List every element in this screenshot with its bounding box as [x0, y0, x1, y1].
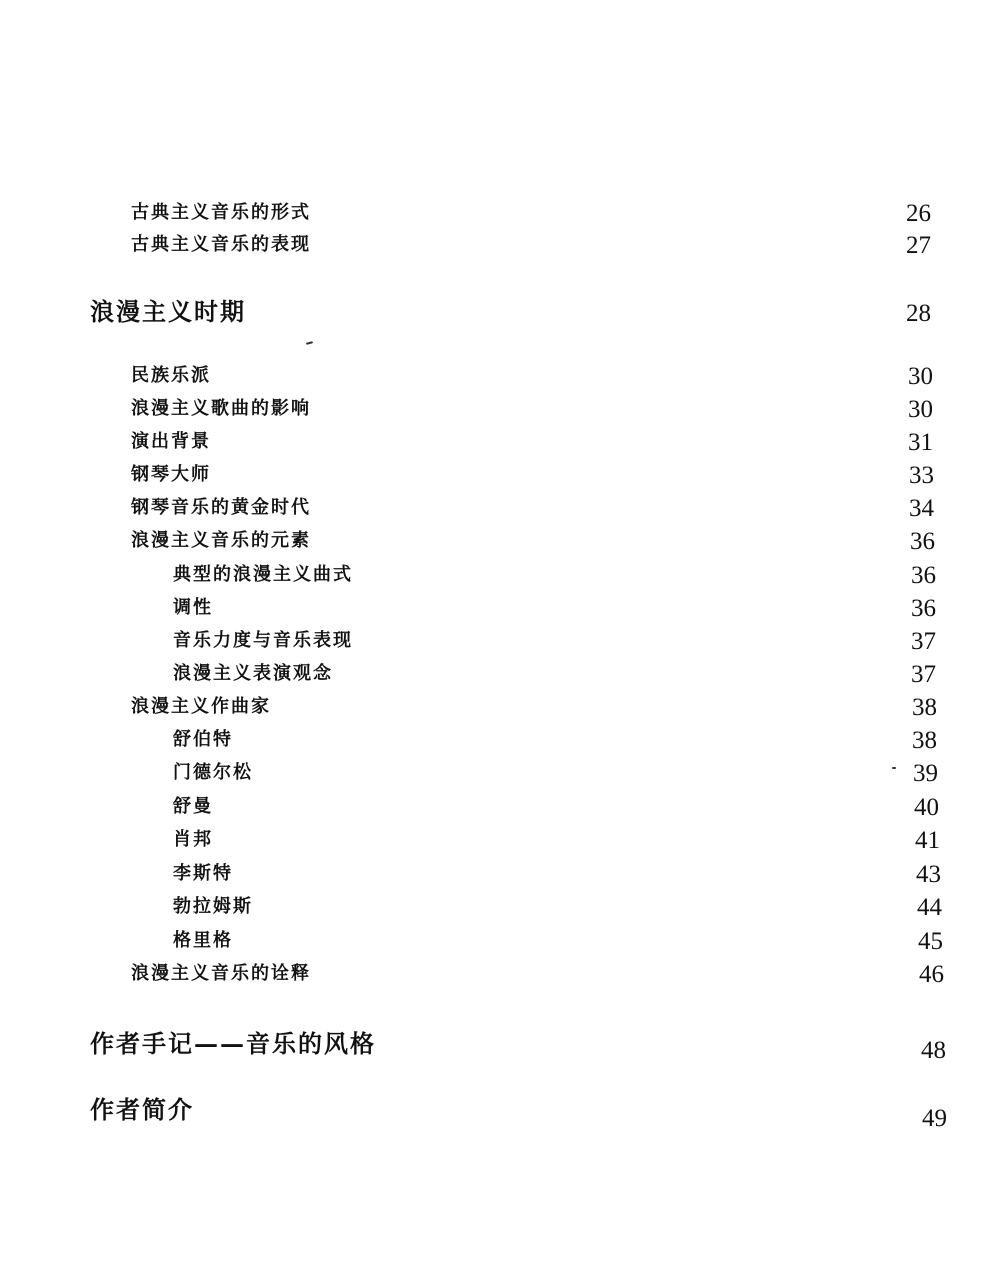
scan-mark [306, 341, 313, 345]
toc-chapter-page: 28 [906, 300, 931, 327]
toc-entry-title: 古典主义音乐的表现 [131, 234, 311, 255]
toc-entry-title: 音乐力度与音乐表现 [173, 630, 353, 651]
toc-entry-title: 浪漫主义歌曲的影响 [131, 398, 311, 419]
toc-entry-page: 44 [917, 894, 942, 921]
toc-entry-title: 舒伯特 [173, 729, 233, 750]
toc-entry-page: 36 [910, 528, 935, 555]
toc-chapter-title: 作者简介 [90, 1095, 194, 1124]
toc-entry-page: 40 [914, 794, 939, 821]
toc-entry-title: 浪漫主义音乐的诠释 [131, 963, 311, 984]
toc-entry-title: 肖邦 [173, 829, 213, 850]
toc-chapter-title: 作者手记——音乐的风格 [90, 1029, 376, 1058]
toc-entry-title: 民族乐派 [131, 365, 211, 386]
scan-mark [892, 767, 896, 769]
toc-entry-page: 27 [906, 232, 931, 259]
toc-entry-page: 30 [908, 396, 933, 423]
toc-entry-title: 门德尔松 [173, 762, 253, 783]
toc-entry-page: 41 [915, 827, 940, 854]
toc-entry-title: 演出背景 [131, 431, 211, 452]
toc-chapter-page: 49 [922, 1105, 947, 1132]
toc-entry-page: 37 [911, 628, 936, 655]
toc-entry-title: 钢琴音乐的黄金时代 [131, 497, 311, 518]
toc-entry-title: 李斯特 [173, 863, 233, 884]
toc-entry-title: 浪漫主义作曲家 [131, 696, 271, 717]
toc-entry-page: 38 [912, 694, 937, 721]
toc-entry-page: 39 [913, 760, 938, 787]
toc-entry-page: 33 [909, 462, 934, 489]
toc-entry-title: 舒曼 [173, 796, 213, 817]
toc-entry-page: 43 [916, 861, 941, 888]
toc-entry-title: 勃拉姆斯 [173, 896, 253, 917]
toc-entry-page: 31 [908, 429, 933, 456]
toc-entry-page: 36 [911, 562, 936, 589]
toc-entry-page: 26 [906, 200, 931, 227]
toc-entry-title: 格里格 [173, 930, 233, 951]
toc-entry-title: 浪漫主义表演观念 [173, 663, 333, 684]
toc-entry-page: 30 [908, 363, 933, 390]
toc-entry-page: 37 [911, 661, 936, 688]
toc-entry-page: 45 [918, 928, 943, 955]
toc-chapter-title: 浪漫主义时期 [90, 297, 246, 326]
toc-entry-title: 钢琴大师 [131, 464, 211, 485]
toc-entry-page: 34 [909, 495, 934, 522]
toc-entry-page: 36 [911, 595, 936, 622]
toc-entry-title: 古典主义音乐的形式 [131, 202, 311, 223]
toc-entry-title: 浪漫主义音乐的元素 [131, 530, 311, 551]
toc-entry-title: 调性 [173, 597, 213, 618]
toc-chapter-page: 48 [921, 1037, 946, 1064]
toc-entry-title: 典型的浪漫主义曲式 [173, 564, 353, 585]
toc-entry-page: 38 [912, 727, 937, 754]
toc-entry-page: 46 [919, 961, 944, 988]
